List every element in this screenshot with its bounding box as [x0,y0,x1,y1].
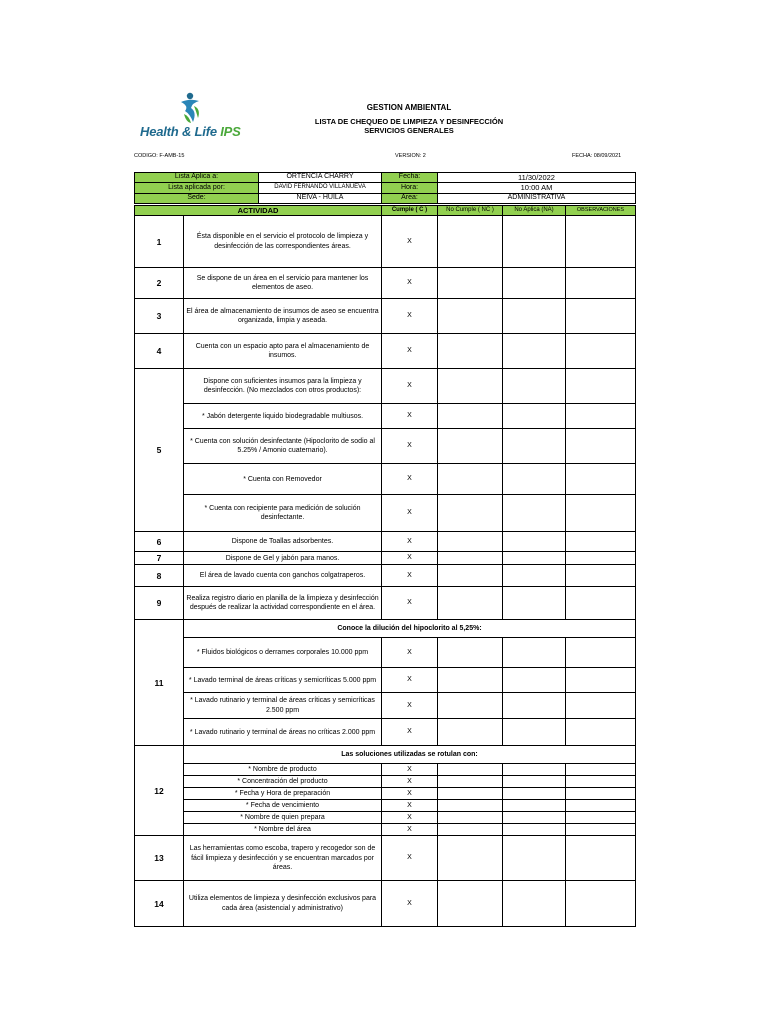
no-aplica-cell [503,693,566,719]
doc-department-title: GESTION AMBIENTAL [366,103,452,112]
observaciones-cell [566,565,636,587]
no-aplica-cell [503,587,566,620]
no-aplica-cell [503,719,566,746]
activity-text: Utiliza elementos de limpieza y desinfección exclusivos para cada área (asistencial y administrativo) [184,881,382,927]
cumple-mark: X [382,334,438,369]
table-row [135,565,636,587]
no-cumple-cell [438,638,503,668]
no-cumple-cell [438,429,503,464]
item-number: 5 [135,369,184,532]
checklist-table [134,205,636,927]
no-aplica-cell [503,788,566,800]
cumple-mark: X [382,495,438,532]
observaciones-cell [566,369,636,404]
no-aplica-cell [503,881,566,927]
activity-text: Dispone de Gel y jabón para manos. [184,552,382,565]
activity-text: * Cuenta con recipiente para medición de solución desinfectante. [184,495,382,532]
group-title: Conoce la dilución del hipoclorito al 5,25%: [184,620,636,638]
cumple-mark: X [382,764,438,776]
no-cumple-cell [438,299,503,334]
table-row [135,369,636,404]
observaciones-cell [566,719,636,746]
table-row [135,746,636,764]
no-cumple-cell [438,268,503,299]
activity-text: * Cuenta con solución desinfectante (Hipoclorito de sodio al 5.25% / Amonio cuaternario). [184,429,382,464]
no-aplica-cell [503,464,566,495]
no-aplica-cell [503,552,566,565]
activity-text: * Jabón detergente liquido biodegradable multiusos. [184,404,382,429]
value-sede: NEIVA - HUILA [259,193,382,203]
no-aplica-cell [503,404,566,429]
activity-text: Ésta disponible en el servicio el protocolo de limpieza y desinfección de las correspondientes áreas. [184,216,382,268]
table-row [135,268,636,299]
item-number: 13 [135,836,184,881]
observaciones-cell [566,788,636,800]
checklist-body [135,206,636,927]
no-aplica-cell [503,764,566,776]
item-number: 3 [135,299,184,334]
table-row [135,404,636,429]
table-row [135,800,636,812]
label-lista-aplica: Lista Aplica a: [135,173,259,183]
label-fecha: Fecha: [382,173,438,183]
table-row [135,788,636,800]
observaciones-cell [566,638,636,668]
activity-text: Dispone de Toallas adsorbentes. [184,532,382,552]
value-lista-aplica: ORTENCIA CHARRY [259,173,382,183]
table-row [135,429,636,464]
doc-date: FECHA: 08/09/2021 [572,153,622,159]
cumple-mark: X [382,693,438,719]
no-aplica-cell [503,638,566,668]
activity-text: El área de almacenamiento de insumos de aseo se encuentra organizada, limpia y aseada. [184,299,382,334]
item-number: 7 [135,552,184,565]
no-cumple-cell [438,764,503,776]
activity-text: * Concentración del producto [184,776,382,788]
observaciones-cell [566,824,636,836]
doc-subtitle: SERVICIOS GENERALES [364,126,454,135]
table-row [135,824,636,836]
doc-code: CODIGO: F-AMB-15 [134,153,185,159]
cumple-mark: X [382,788,438,800]
no-aplica-cell [503,836,566,881]
cumple-mark: X [382,719,438,746]
no-cumple-cell [438,552,503,565]
item-number: 2 [135,268,184,299]
col-no-cumple: No Cumple ( NC ) [438,206,503,216]
column-header-row [135,206,636,216]
no-aplica-cell [503,216,566,268]
table-row [135,620,636,638]
no-aplica-cell [503,800,566,812]
no-aplica-cell [503,565,566,587]
observaciones-cell [566,812,636,824]
observaciones-cell [566,836,636,881]
observaciones-cell [566,495,636,532]
activity-text: * Nombre de producto [184,764,382,776]
table-row [135,587,636,620]
label-sede: Sede: [135,193,259,203]
label-aplicada-por: Lista aplicada por: [135,183,259,193]
no-aplica-cell [503,824,566,836]
observaciones-cell [566,532,636,552]
observaciones-cell [566,552,636,565]
activity-text: * Fecha y Hora de preparación [184,788,382,800]
table-row [135,836,636,881]
item-number: 9 [135,587,184,620]
activity-text: * Lavado rutinario y terminal de áreas no críticas 2.000 ppm [184,719,382,746]
item-number: 1 [135,216,184,268]
cumple-mark: X [382,404,438,429]
observaciones-cell [566,216,636,268]
cumple-mark: X [382,668,438,693]
group-title: Las soluciones utilizadas se rotulan con: [184,746,636,764]
activity-text: * Lavado rutinario y terminal de áreas críticas y semicríticas 2.500 ppm [184,693,382,719]
item-number: 11 [135,620,184,746]
observaciones-cell [566,693,636,719]
observaciones-cell [566,268,636,299]
no-cumple-cell [438,216,503,268]
no-cumple-cell [438,587,503,620]
doc-main-title: LISTA DE CHEQUEO DE LIMPIEZA Y DESINFECCIÓN [314,117,504,126]
activity-text: * Nombre del área [184,824,382,836]
col-cumple: Cumple ( C ) [382,206,438,216]
activity-text: * Fluidos biológicos o derrames corporales 10.000 ppm [184,638,382,668]
cumple-mark: X [382,587,438,620]
activity-text: Se dispone de un área en el servicio para mantener los elementos de aseo. [184,268,382,299]
table-row [135,495,636,532]
cumple-mark: X [382,800,438,812]
observaciones-cell [566,404,636,429]
no-cumple-cell [438,719,503,746]
no-cumple-cell [438,404,503,429]
observaciones-cell [566,587,636,620]
observaciones-cell [566,800,636,812]
activity-text: * Cuenta con Removedor [184,464,382,495]
cumple-mark: X [382,369,438,404]
activity-text: Las herramientas como escoba, trapero y recogedor son de fácil limpieza y desinfección y se encuentran marcados por áreas. [184,836,382,881]
item-number: 14 [135,881,184,927]
cumple-mark: X [382,812,438,824]
no-aplica-cell [503,495,566,532]
no-cumple-cell [438,334,503,369]
no-aplica-cell [503,776,566,788]
observaciones-cell [566,881,636,927]
item-number: 4 [135,334,184,369]
no-cumple-cell [438,495,503,532]
value-aplicada-por: DAVID FERNANDO VILLANUEVA [259,183,382,193]
cumple-mark: X [382,776,438,788]
no-cumple-cell [438,369,503,404]
cumple-mark: X [382,565,438,587]
no-cumple-cell [438,836,503,881]
cumple-mark: X [382,532,438,552]
observaciones-cell [566,764,636,776]
no-aplica-cell [503,334,566,369]
doc-version: VERSION: 2 [395,153,426,159]
no-cumple-cell [438,776,503,788]
col-no-aplica: No Aplica (NA) [503,206,566,216]
activity-text: El área de lavado cuenta con ganchos colgatraperos. [184,565,382,587]
table-row [135,693,636,719]
no-aplica-cell [503,532,566,552]
no-cumple-cell [438,824,503,836]
no-cumple-cell [438,464,503,495]
label-area: Área: [382,193,438,203]
table-row [135,299,636,334]
table-row [135,719,636,746]
no-cumple-cell [438,881,503,927]
table-row [135,764,636,776]
item-number: 8 [135,565,184,587]
activity-text: * Fecha de vencimiento [184,800,382,812]
cumple-mark: X [382,552,438,565]
no-aplica-cell [503,268,566,299]
observaciones-cell [566,429,636,464]
no-aplica-cell [503,812,566,824]
table-row [135,532,636,552]
table-row [135,668,636,693]
cumple-mark: X [382,429,438,464]
col-actividad: ACTIVIDAD [135,206,382,216]
no-aplica-cell [503,668,566,693]
activity-text: * Nombre de quien prepara [184,812,382,824]
item-number: 12 [135,746,184,836]
no-cumple-cell [438,800,503,812]
cumple-mark: X [382,216,438,268]
table-row [135,552,636,565]
cumple-mark: X [382,824,438,836]
observaciones-cell [566,464,636,495]
cumple-mark: X [382,881,438,927]
activity-text: Dispone con suficientes insumos para la limpieza y desinfección. (No mezclados con otros productos): [184,369,382,404]
no-aplica-cell [503,369,566,404]
activity-text: Cuenta con un espacio apto para el almacenamiento de insumos. [184,334,382,369]
no-cumple-cell [438,532,503,552]
value-hora: 10:00 AM [438,183,636,193]
table-row [135,776,636,788]
info-table [134,172,636,204]
no-cumple-cell [438,693,503,719]
table-row [135,812,636,824]
cumple-mark: X [382,268,438,299]
col-observaciones: OBSERVACIONES [566,206,636,216]
activity-text: * Lavado terminal de áreas críticas y semicríticas 5.000 ppm [184,668,382,693]
cumple-mark: X [382,299,438,334]
table-row [135,216,636,268]
no-cumple-cell [438,565,503,587]
table-row [135,464,636,495]
no-cumple-cell [438,788,503,800]
no-cumple-cell [438,812,503,824]
value-area: ADMINISTRATIVA [438,193,636,203]
table-row [135,881,636,927]
no-cumple-cell [438,668,503,693]
activity-text: Realiza registro diario en planilla de la limpieza y desinfección después de realizar la actividad correspondiente en el área. [184,587,382,620]
no-aplica-cell [503,429,566,464]
table-row [135,638,636,668]
label-hora: Hora: [382,183,438,193]
cumple-mark: X [382,638,438,668]
value-fecha: 11/30/2022 [438,173,636,183]
observaciones-cell [566,299,636,334]
observaciones-cell [566,668,636,693]
table-row [135,334,636,369]
observaciones-cell [566,334,636,369]
item-number: 6 [135,532,184,552]
observaciones-cell [566,776,636,788]
logo-text: Health & Life IPS [140,124,241,139]
cumple-mark: X [382,836,438,881]
cumple-mark: X [382,464,438,495]
no-aplica-cell [503,299,566,334]
